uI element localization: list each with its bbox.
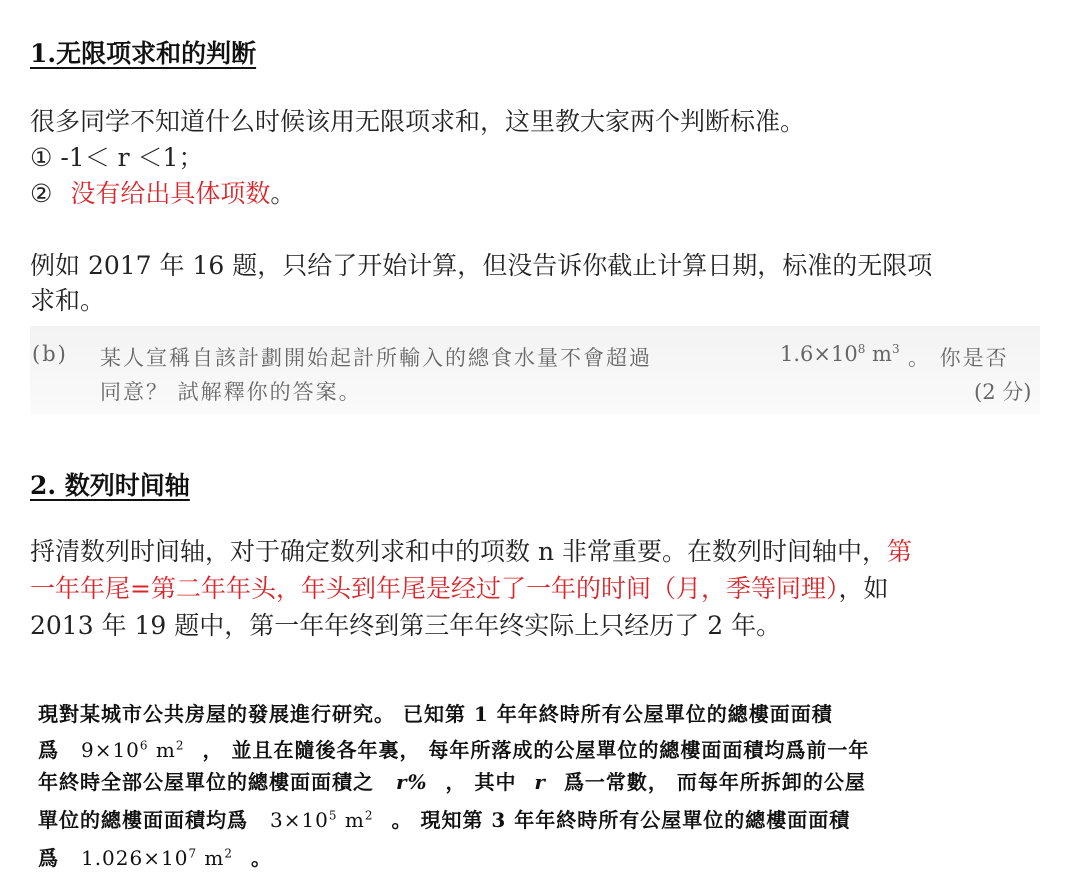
example-line-2: 求和。 — [30, 286, 106, 315]
excerpt2-line-5-a: 爲 — [38, 846, 59, 870]
excerpt-math — [780, 342, 900, 366]
excerpt2-line-3 — [38, 766, 866, 795]
excerpt2-line-4-b: 。 現知第 3 年年終時所有公屋單位的總樓面面積 — [391, 808, 851, 832]
section-2-line-2-red: 一年年尾=第二年年头，年头到年尾是经过了一年的时间（月，季等同理） — [30, 574, 839, 603]
section-2-line-1 — [30, 534, 912, 569]
section-2-line-1-red: 第 — [887, 537, 913, 566]
criterion-2-text: 没有给出具体项数 — [70, 179, 271, 208]
excerpt2-line-5 — [38, 842, 272, 871]
excerpt-line-1-text: 某人宣稱自該計劃開始起計所輸入的總食水量不會超過 — [100, 346, 652, 370]
excerpt2-line-1: 現對某城市公共房屋的發展進行研究。 已知第 1 年年終時所有公屋單位的總樓面面積 — [38, 702, 833, 726]
excerpt-line-1-tail: 。 你是否 — [908, 346, 1009, 370]
section-2-line-2-black: ，如 — [838, 574, 889, 603]
excerpt2-line-4 — [38, 804, 850, 833]
exam-excerpt-2017-q16 — [30, 326, 1040, 414]
excerpt-math-unit: m — [865, 342, 892, 366]
section-1-heading: 1.无限项求和的判断 — [30, 39, 257, 68]
excerpt-math-unit-exp: 3 — [891, 342, 900, 356]
excerpt2-line-3-r: r — [534, 770, 546, 794]
excerpt2-line-5-b: 。 — [251, 846, 273, 870]
excerpt-marks: (2 分) — [974, 380, 1032, 404]
section-2-line-1-black: 捋清数列时间轴，对于确定数列求和中的项数 n 非常重要。在数列时间轴中， — [30, 537, 887, 566]
criterion-2-marker: ② — [30, 179, 53, 208]
excerpt2-line-3-a: 年終時全部公屋單位的總樓面面積之 — [38, 770, 374, 794]
excerpt2-line-4-a: 單位的總樓面面積均爲 — [38, 808, 248, 832]
excerpt2-line-3-b: ， 其中 — [445, 770, 517, 794]
section-2-line-2 — [30, 571, 888, 606]
section-2-heading: 2. 数列时间轴 — [30, 471, 190, 500]
excerpt-math-base: 1.6×10 — [780, 342, 858, 366]
excerpt2-line-2 — [38, 734, 869, 763]
criterion-2-end: 。 — [270, 179, 296, 208]
excerpt-line-1 — [100, 342, 652, 372]
excerpt-label: (b) — [32, 342, 68, 366]
section-1-intro: 很多同学不知道什么时候该用无限项求和，这里教大家两个判断标准。 — [30, 107, 806, 136]
section-2-line-3: 2013 年 19 题中，第一年年终到第三年年终实际上只经历了 2 年。 — [30, 611, 782, 640]
excerpt2-line-5-math: $1.026\times 10^7$ $m^2$ — [80, 846, 234, 870]
excerpt2-line-2-a: 爲 — [38, 738, 59, 762]
excerpt-math-exp: 8 — [857, 342, 866, 356]
criterion-2 — [30, 176, 295, 211]
excerpt-line-2: 同意？ 試解釋你的答案。 — [100, 380, 362, 404]
example-line-1: 例如 2017 年 16 题，只给了开始计算，但没告诉你截止计算日期，标准的无限项 — [30, 251, 933, 280]
excerpt2-line-3-math: r% — [395, 770, 428, 794]
excerpt2-line-4-math: $3\times 10^5$ $m^2$ — [269, 808, 374, 832]
excerpt2-line-2-b: ， 並且在隨後各年裏， 每年所落成的公屋單位的總樓面面積均爲前一年 — [202, 738, 870, 762]
excerpt2-line-3-c: 爲一常數， 而每年所拆卸的公屋 — [563, 770, 866, 794]
criterion-1: ① -1＜ r ＜1； — [30, 143, 204, 172]
excerpt2-line-2-math: $9\times 10^6$ $m^2$ — [80, 738, 185, 762]
